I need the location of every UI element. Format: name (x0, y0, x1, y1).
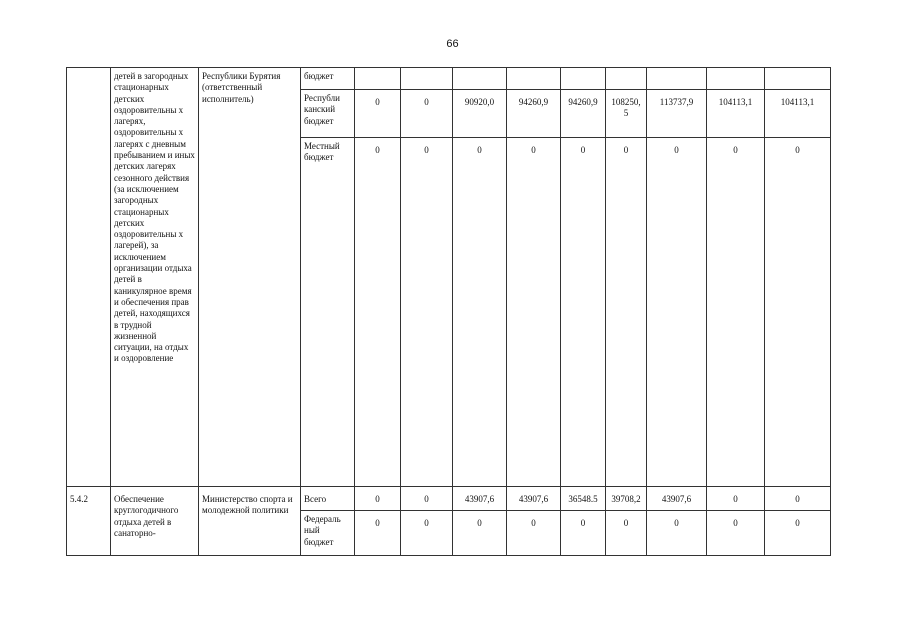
value-cell (401, 68, 453, 90)
value-cell: 0 (707, 511, 765, 556)
value-cell: 0 (401, 511, 453, 556)
value-cell: 0 (606, 511, 647, 556)
value-cell: 94260,9 (507, 90, 561, 138)
row-number-cell: 5.4.2 (67, 487, 111, 556)
funding-source: Республи канский бюджет (301, 90, 355, 138)
value-cell: 0 (401, 138, 453, 487)
measure-description: детей в загородных стационарных детских оздоровительны х лагерях, оздоровительны х лагерях с дневным пребыванием и иных детских лагерях сезонного действия (за исключением загородных стационарных детских оздоровительны х лагерей), за исключением организации отдыха детей в каникулярное время и обеспечения прав детей, находящихся в трудной жизненной ситуации, на отдых и оздоровление (111, 68, 199, 487)
value-cell: 0 (561, 511, 606, 556)
value-cell: 0 (507, 138, 561, 487)
value-cell: 113737,9 (647, 90, 707, 138)
value-cell: 43907,6 (507, 487, 561, 511)
value-cell: 0 (401, 487, 453, 511)
value-cell: 0 (707, 487, 765, 511)
value-cell (355, 68, 401, 90)
executor-cell: Республики Бурятия (ответственный исполнитель) (199, 68, 301, 487)
value-cell: 0 (606, 138, 647, 487)
value-cell: 104113,1 (765, 90, 831, 138)
value-cell: 108250, 5 (606, 90, 647, 138)
value-cell: 0 (765, 138, 831, 487)
value-cell (561, 68, 606, 90)
value-cell: 104113,1 (707, 90, 765, 138)
value-cell: 39708,2 (606, 487, 647, 511)
measure-description: Обеспечение круглогодичного отдыха детей в санаторно- (111, 487, 199, 556)
value-cell: 36548.5 (561, 487, 606, 511)
value-cell (765, 68, 831, 90)
value-cell: 0 (355, 138, 401, 487)
value-cell (606, 68, 647, 90)
funding-source: Местный бюджет (301, 138, 355, 487)
value-cell: 0 (647, 511, 707, 556)
value-cell: 0 (453, 138, 507, 487)
value-cell (453, 68, 507, 90)
executor-cell: Министерство спорта и молодежной политики (199, 487, 301, 556)
funding-source: бюджет (301, 68, 355, 90)
value-cell: 0 (355, 487, 401, 511)
value-cell: 0 (355, 511, 401, 556)
value-cell: 90920,0 (453, 90, 507, 138)
row-number-cell (67, 68, 111, 487)
funding-source: Всего (301, 487, 355, 511)
value-cell: 0 (765, 511, 831, 556)
value-cell: 0 (707, 138, 765, 487)
value-cell: 0 (401, 90, 453, 138)
page-number: 66 (446, 38, 459, 50)
table-row (67, 487, 831, 511)
value-cell: 43907,6 (647, 487, 707, 511)
value-cell: 0 (561, 138, 606, 487)
value-cell: 0 (507, 511, 561, 556)
value-cell (707, 68, 765, 90)
value-cell (507, 68, 561, 90)
table-row (67, 68, 831, 90)
funding-source: Федераль ный бюджет (301, 511, 355, 556)
value-cell: 43907,6 (453, 487, 507, 511)
value-cell: 0 (647, 138, 707, 487)
value-cell: 0 (355, 90, 401, 138)
value-cell (647, 68, 707, 90)
value-cell: 0 (453, 511, 507, 556)
budget-table (66, 67, 831, 556)
value-cell: 94260,9 (561, 90, 606, 138)
value-cell: 0 (765, 487, 831, 511)
